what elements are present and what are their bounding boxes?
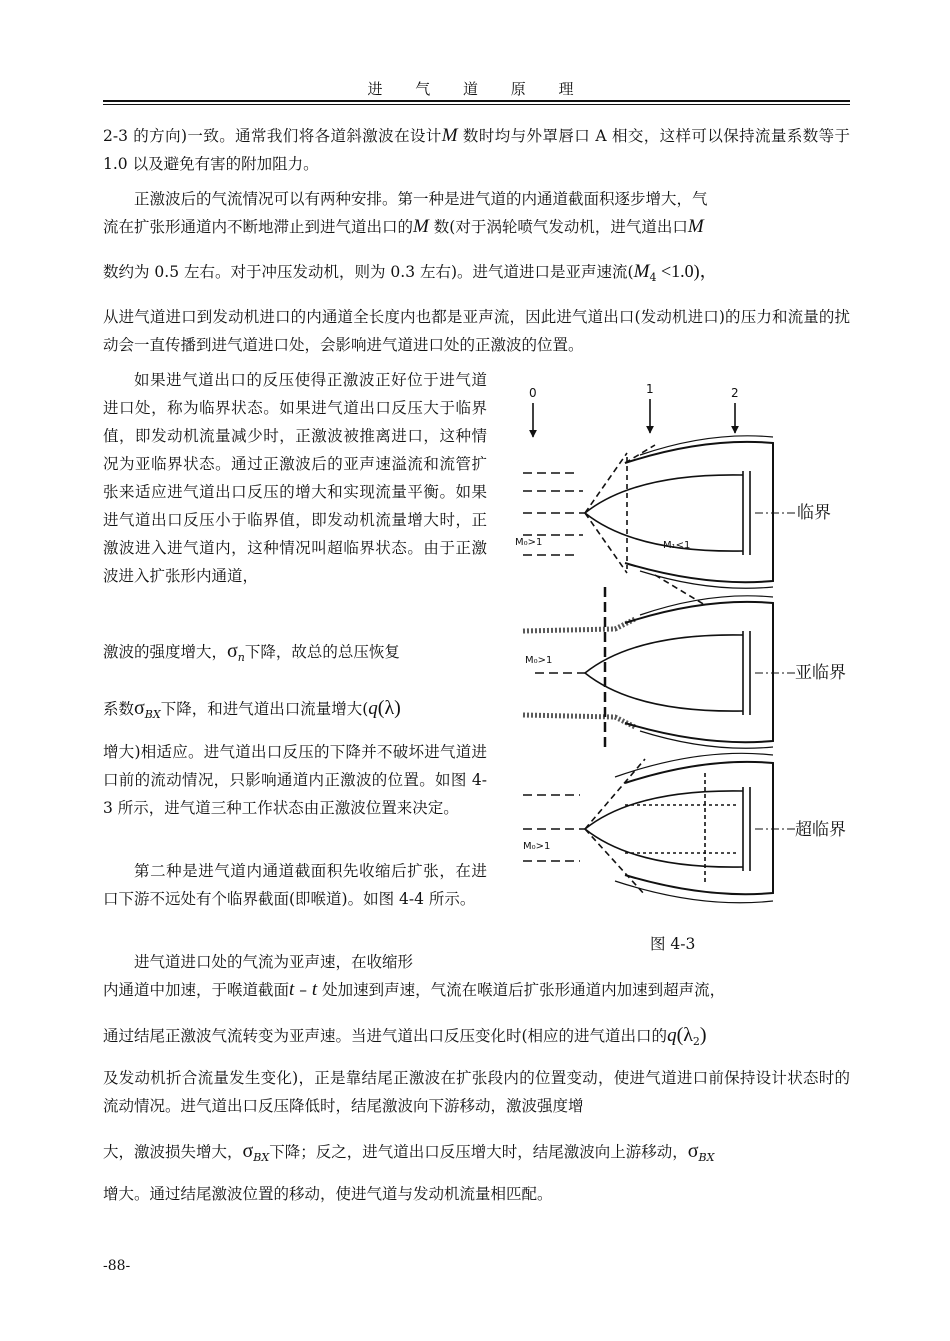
mach-free-label-3: M₀>1: [523, 841, 551, 852]
mach-inner-label-1: M₁<1: [663, 540, 691, 551]
state-critical-label: 临界: [797, 503, 831, 523]
state-supercritical-label: 超临界: [795, 820, 846, 840]
station-0-label: 0: [529, 386, 537, 400]
paragraph-4: 第二种是进气道内通道截面积先收缩后扩张，在进口下游不远处有个临界截面(即喉道)。如图 4-4 所示。: [103, 862, 487, 908]
page-number: -88-: [103, 1258, 131, 1274]
mach-free-label-2: M₀>1: [525, 655, 553, 666]
figure-caption: 图 4-3: [650, 935, 696, 953]
paragraph-1: 2-3 的方向)一致。通常我们将各道斜激波在设计M 数时均与外罩唇口 A 相交，这样可以保持流量系数等于 1.0 以及避免有害的附加阻力。: [103, 125, 851, 173]
header-rule: [103, 100, 850, 102]
station-2-label: 2: [731, 386, 739, 400]
figure-4-3-inlet-states: [505, 375, 855, 950]
station-1-label: 1: [646, 382, 654, 396]
header-rule-thin: [103, 104, 850, 105]
diagram-subcritical: [523, 587, 846, 751]
mach-free-label-1: M₀>1: [515, 537, 543, 548]
state-subcritical-label: 亚临界: [795, 663, 846, 683]
diagram-supercritical: [523, 753, 846, 902]
diagram-critical: [515, 436, 831, 605]
running-header: 进 气 道 原 理: [367, 80, 588, 98]
